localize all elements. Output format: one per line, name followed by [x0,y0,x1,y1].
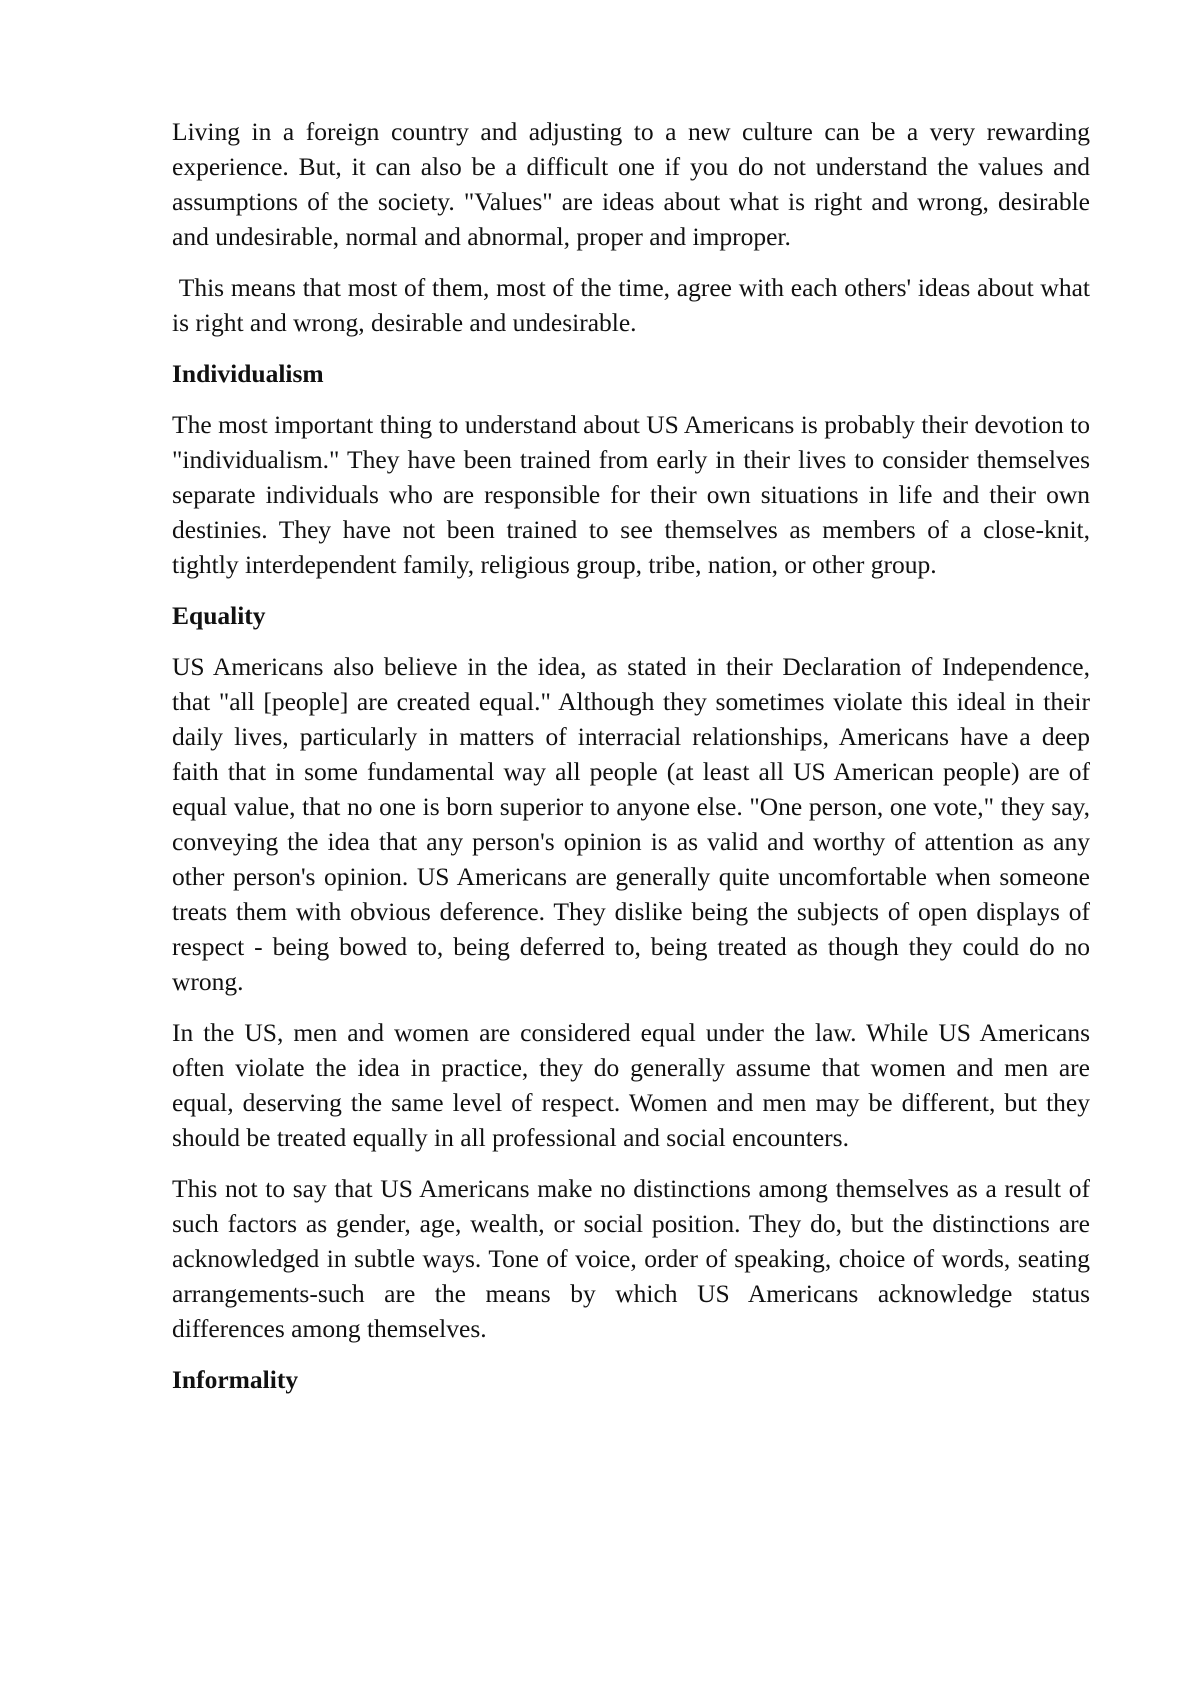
equality-paragraph-2: In the US, men and women are considered equal under the law. While US Americans often violate the idea in practice, they do generally assume that women and men are equal, deserving the same level of respect. Women and men may be different, but they should be treated equally in all professional and social encounters. [172,1018,1090,1152]
individualism-paragraph: The most important thing to understand about US Americans is probably their devotion to "individualism." They have been trained from early in their lives to consider themselves separate individuals who are responsible for their own situations in life and their own destinies. They have not been trained to see themselves as members of a close-knit, tightly interdependent family, religious group, tribe, nation, or other group. [172,410,1090,579]
heading-individualism: Individualism [172,359,324,388]
equality-paragraph-3: This not to say that US Americans make no distinctions among themselves as a result of such factors as gender, age, wealth, or social position. They do, but the distinctions are acknowledged in subtle ways. Tone of voice, order of speaking, choice of words, seating arrangements-such are the means by which US Americans acknowledge status differences among themselves. [172,1174,1090,1343]
intro-paragraph: Living in a foreign country and adjusting to a new culture can be a very rewarding experience. But, it can also be a difficult one if you do not understand the values and assumptions of the society. "Values" are ideas about what is right and wrong, desirable and undesirable, normal and abnormal, proper and improper. [172,117,1090,251]
heading-equality: Equality [172,601,266,630]
agreement-paragraph: This means that most of them, most of the time, agree with each others' ideas about what is right and wrong, desirable and undesirable. [172,273,1097,337]
document-page [172,114,1097,1413]
heading-informality: Informality [172,1365,299,1394]
equality-paragraph-1: US Americans also believe in the idea, as stated in their Declaration of Independence, that "all [people] are created equal." Although they sometimes violate this ideal in their daily lives, particularly in matters of interracial relationships, Americans have a deep faith that in some fundamental way all people (at least all US American people) are of equal value, that no one is born superior to anyone else. "One person, one vote," they say, conveying the idea that any person's opinion is as valid and worthy of attention as any other person's opinion. US Americans are generally quite uncomfortable when someone treats them with obvious deference. They dislike being the subjects of open displays of respect - being bowed to, being deferred to, being treated as though they could do no wrong. [172,652,1090,996]
